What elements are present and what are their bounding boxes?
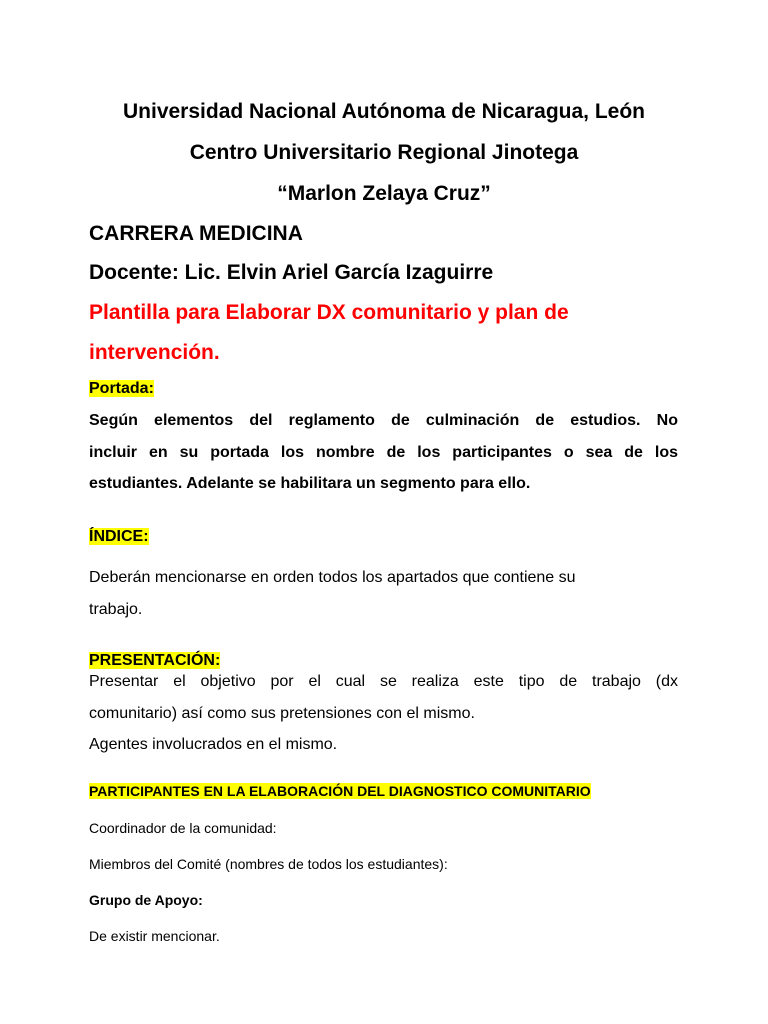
teacher-heading: Docente: Lic. Elvin Ariel García Izaguirre — [89, 261, 494, 284]
presentacion-line-1: Presentar el objetivo por el cual se realiza este tipo de trabajo (dx — [89, 673, 678, 690]
participantes-label — [89, 782, 591, 800]
university-title: Universidad Nacional Autónoma de Nicaragua, León — [123, 100, 645, 123]
indice-paragraph — [89, 562, 678, 625]
indice-line-2: trabajo. — [89, 600, 143, 618]
coordinator-line: Coordinador de la comunidad: — [89, 820, 277, 836]
center-name: “Marlon Zelaya Cruz” — [277, 182, 491, 205]
portada-line-1: Según elementos del reglamento de culminación de estudios. No — [89, 412, 678, 429]
support-group-label: Grupo de Apoyo: — [89, 892, 203, 908]
portada-label-text: Portada: — [89, 380, 154, 397]
portada-label — [89, 379, 154, 399]
portada-paragraph — [89, 405, 678, 500]
indice-label-text: ÍNDICE: — [89, 528, 149, 545]
indice-line-1: Deberán mencionarse en orden todos los apartados que contiene su — [89, 569, 576, 586]
template-title-line-2: intervención. — [89, 341, 220, 364]
presentacion-line-3: Agentes involucrados en el mismo. — [89, 736, 338, 753]
portada-line-3: estudiantes. Adelante se habilitara un segmento para ello. — [89, 475, 531, 492]
template-title-line-1: Plantilla para Elaborar DX comunitario y plan de — [89, 301, 569, 324]
presentacion-label-text: PRESENTACIÓN: — [89, 652, 221, 669]
center-title: Centro Universitario Regional Jinotega — [189, 141, 579, 164]
presentacion-line-2: comunitario) así como sus pretensiones con el mismo. — [89, 704, 475, 722]
portada-line-2: incluir en su portada los nombre de los participantes o sea de los — [89, 443, 678, 461]
support-group-text: De existir mencionar. — [89, 928, 220, 944]
participantes-label-text: PARTICIPANTES EN LA ELABORACIÓN DEL DIAGNOSTICO COMUNITARIO — [89, 783, 591, 799]
presentacion-paragraph — [89, 666, 678, 761]
committee-line: Miembros del Comité (nombres de todos los estudiantes): — [89, 856, 448, 872]
career-heading: CARRERA MEDICINA — [89, 222, 303, 245]
indice-label — [89, 527, 149, 547]
